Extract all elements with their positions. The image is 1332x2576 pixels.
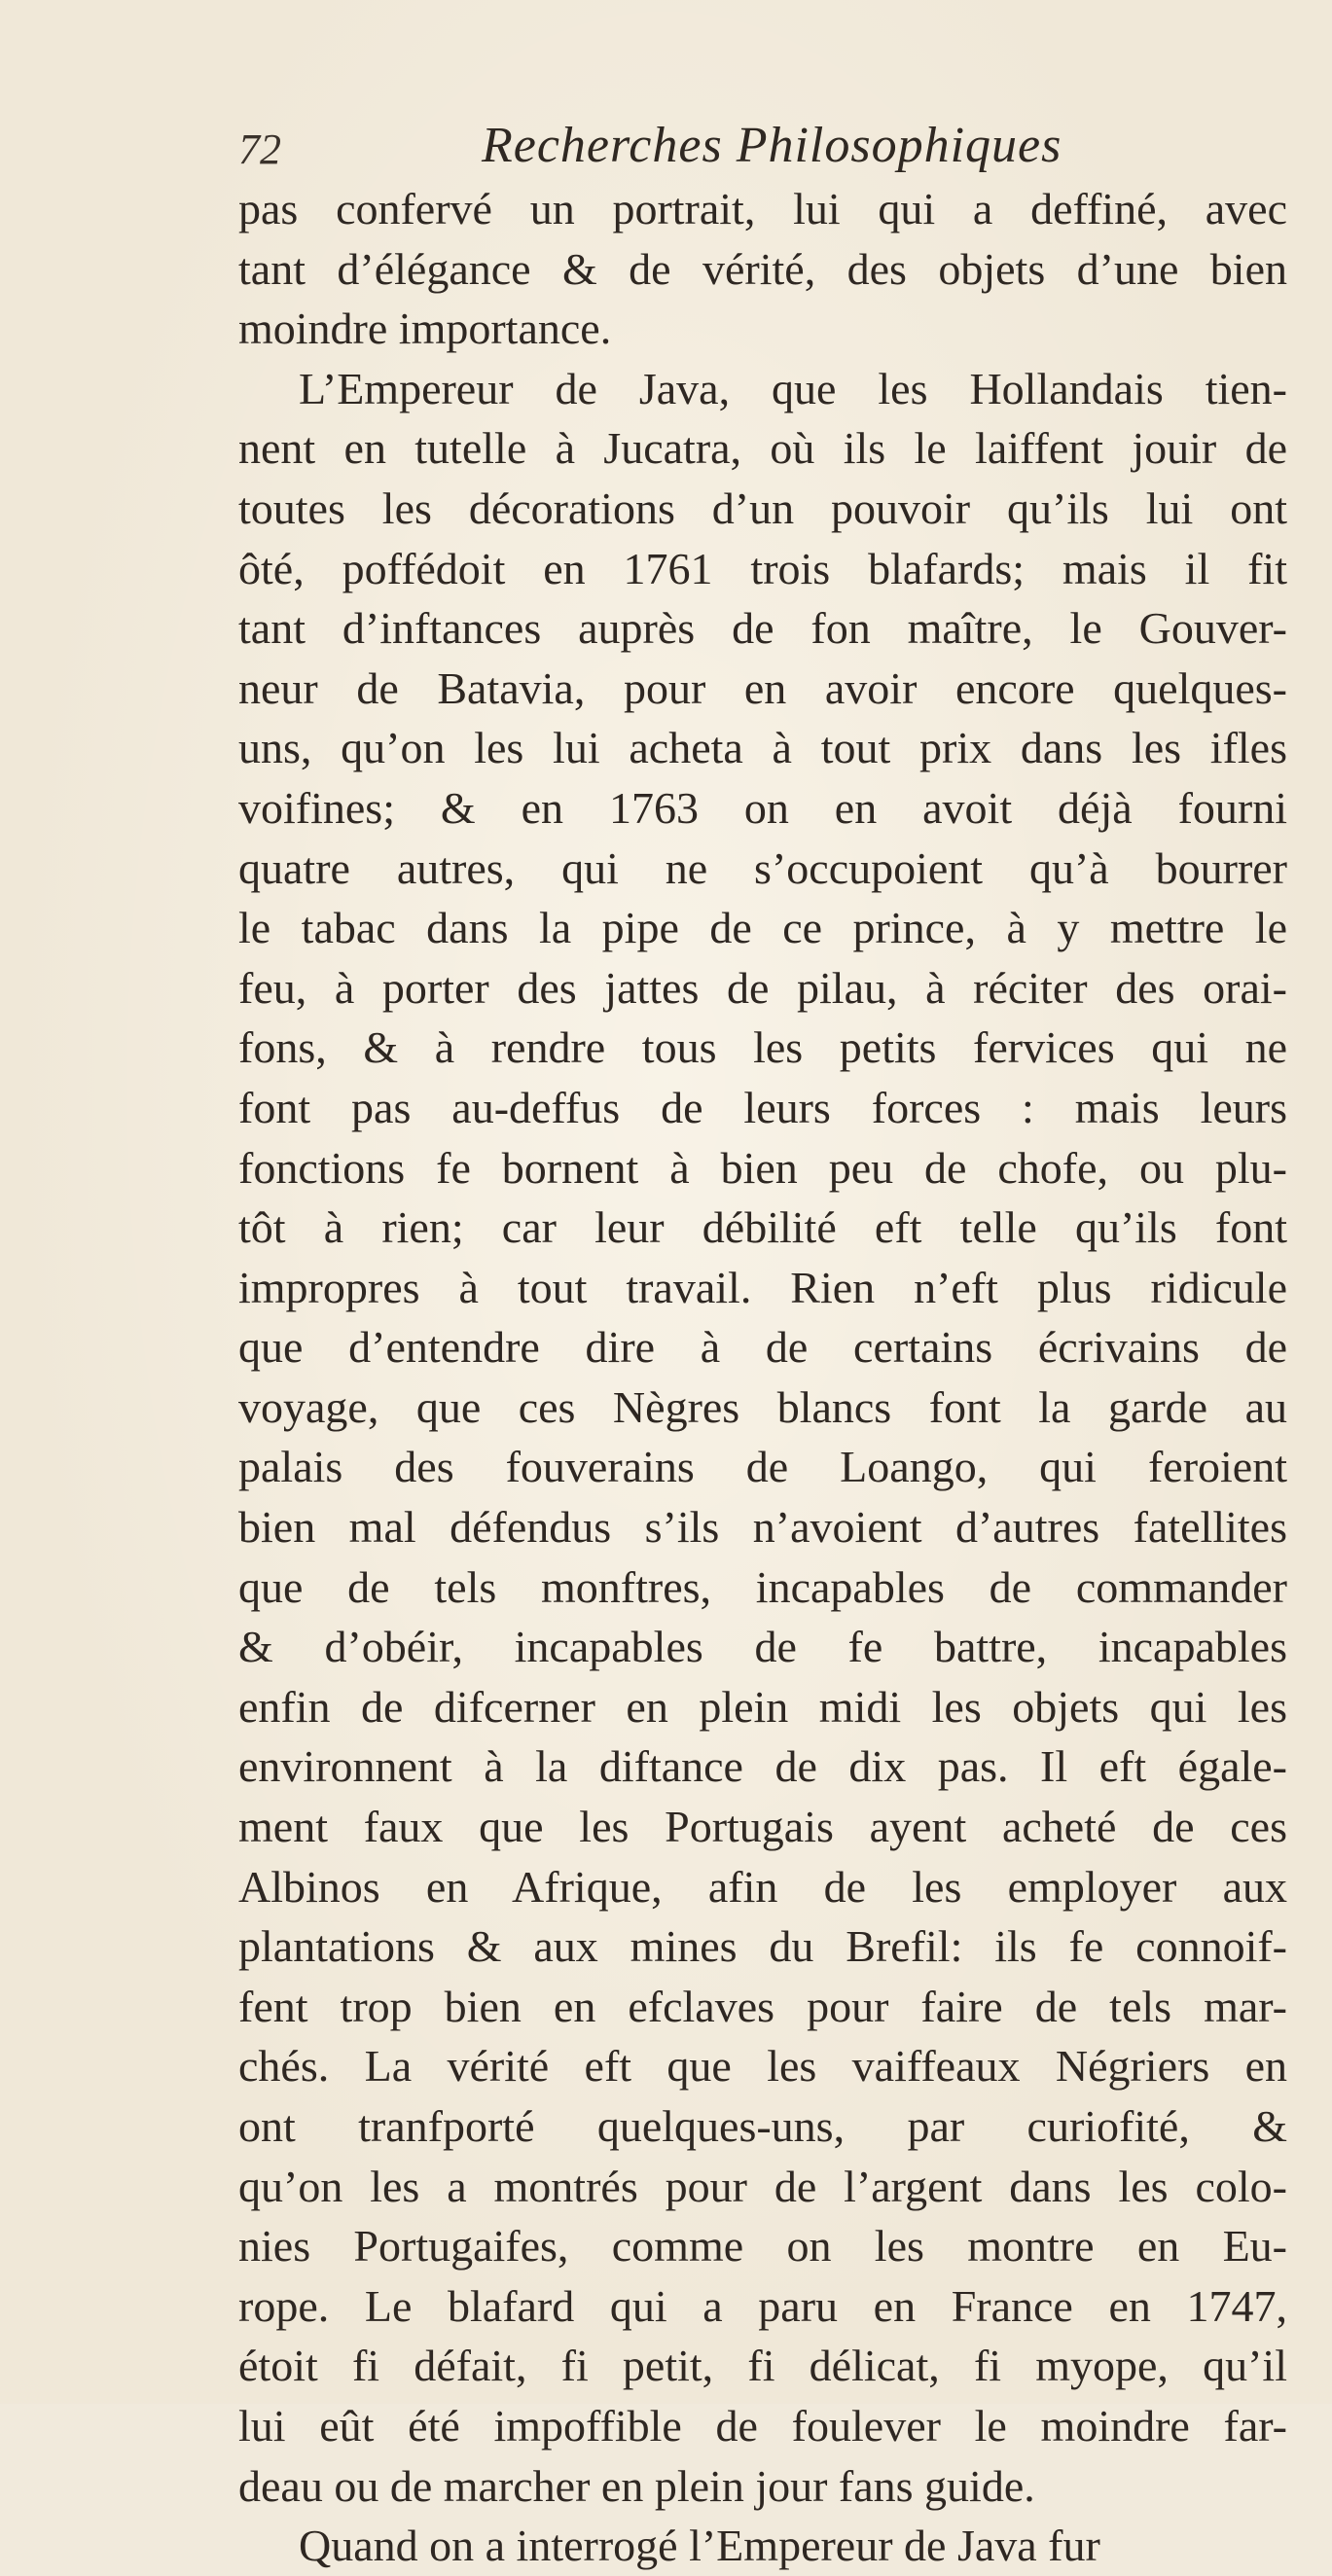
text-line: nies Portugaifes, comme on les montre en Eu- [238, 2221, 1287, 2272]
text-line: font pas au-deffus de leurs forces : mais leurs [238, 1082, 1287, 1132]
text-line: bien mal défendus s’ils n’avoient d’autres fatellites [238, 1502, 1287, 1553]
text-line: moindre importance. [238, 304, 612, 354]
text-line: tôt à rien; car leur débilité eft telle qu’ils font [238, 1202, 1287, 1253]
text-line: nent en tutelle à Jucatra, où ils le laiffent jouir de [238, 423, 1287, 474]
running-title: Recherches Philosophiques [482, 118, 1062, 173]
text-line: environnent à la diftance de dix pas. Il eft égale- [238, 1741, 1287, 1792]
text-line: toutes les décorations d’un pouvoir qu’ils lui ont [238, 483, 1287, 533]
text-line: rope. Le blafard qui a paru en France en 1747, [238, 2280, 1287, 2331]
text-line: qu’on les a montrés pour de l’argent dans les colo- [238, 2161, 1287, 2211]
text-line: voifines; & en 1763 on en avoit déjà fourni [238, 782, 1287, 833]
text-line: & d’obéir, incapables de fe battre, incapables [238, 1622, 1287, 1672]
text-line: deau ou de marcher en plein jour fans guide. [238, 2460, 1035, 2511]
text-line: le tabac dans la pipe de ce prince, à y mettre le [238, 903, 1287, 953]
text-line: quatre autres, qui ne s’occupoient qu’à bourrer [238, 842, 1287, 893]
text-line: fons, & à rendre tous les petits fervices qui ne [238, 1022, 1287, 1073]
text-line: enfin de difcerner en plein midi les objets qui les [238, 1681, 1287, 1732]
text-line: pas confervé un portrait, lui qui a deffiné, avec [238, 184, 1287, 233]
text-line: uns, qu’on les lui acheta à tout prix dans les ifles [238, 723, 1287, 773]
text-line: lui eût été impoffible de foulever le moindre far- [238, 2400, 1287, 2451]
text-line: Albinos en Afrique, afin de les employer aux [238, 1861, 1287, 1912]
text-line: étoit fi défait, fi petit, fi délicat, fi myope, qu’il [238, 2341, 1287, 2391]
body-text [238, 179, 1287, 2576]
text-line: neur de Batavia, pour en avoir encore quelques- [238, 662, 1287, 713]
page-number: 72 [238, 125, 281, 173]
text-line: plantations & aux mines du Brefil: ils fe connoif- [238, 1921, 1287, 1972]
text-line: ôté, poffédoit en 1761 trois blafards; mais il fit [238, 543, 1287, 593]
text-line: tant d’inftances auprès de fon maître, le Gouver- [238, 603, 1287, 654]
paragraph-first-line: Quand on a interrogé l’Empereur de Java fur [299, 2521, 1100, 2571]
text-line: tant d’élégance & de vérité, des objets d’une bien [238, 243, 1287, 294]
text-line: que d’entendre dire à de certains écrivains de [238, 1322, 1287, 1373]
text-line: impropres à tout travail. Rien n’eft plus ridicule [238, 1262, 1287, 1312]
text-line: fent trop bien en efclaves pour faire de tels mar- [238, 1981, 1287, 2031]
paragraph-first-line: L’Empereur de Java, que les Hollandais tien- [299, 363, 1287, 413]
text-line: chés. La vérité eft que les vaiffeaux Négriers en [238, 2041, 1287, 2092]
text-line: palais des fouverains de Loango, qui feroient [238, 1442, 1287, 1492]
text-line: fonctions fe bornent à bien peu de chofe, ou plu- [238, 1142, 1287, 1193]
page-header [238, 117, 1114, 185]
text-line: feu, à porter des jattes de pilau, à réciter des orai- [238, 962, 1287, 1013]
text-line: ont tranfporté quelques-uns, par curiofité, & [238, 2101, 1287, 2151]
text-line: voyage, que ces Nègres blancs font la garde au [238, 1381, 1287, 1432]
text-line: ment faux que les Portugais ayent acheté de ces [238, 1802, 1287, 1852]
text-line: que de tels monftres, incapables de commander [238, 1561, 1287, 1612]
